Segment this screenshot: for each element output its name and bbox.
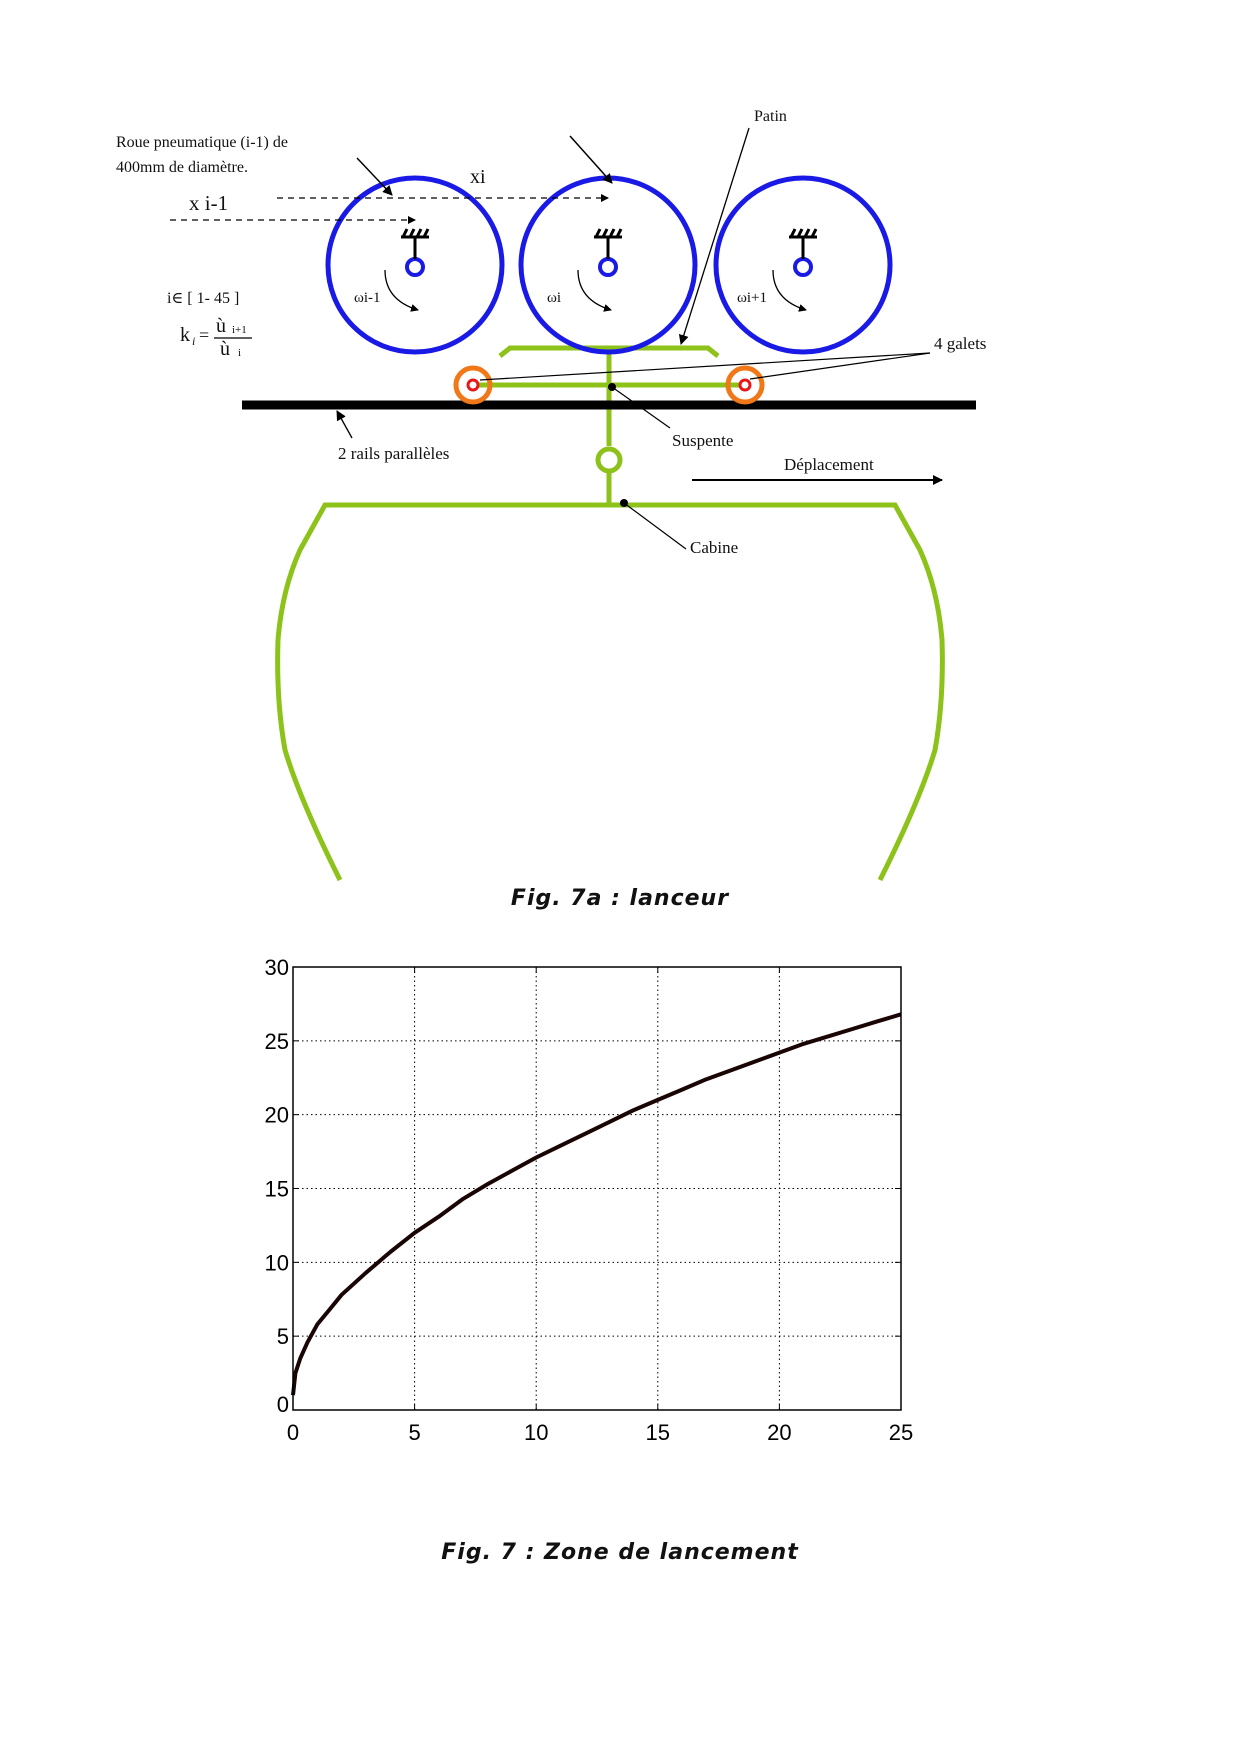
- leader-cabine: [624, 503, 686, 549]
- label-galets: 4 galets: [934, 334, 987, 353]
- label-omega-prev: ωi-1: [354, 290, 381, 306]
- x-tick-label: 15: [645, 1420, 671, 1445]
- pointer-wheel-i: [570, 136, 612, 183]
- formula-k: [180, 315, 252, 360]
- y-tick-label: 20: [264, 1102, 289, 1128]
- support-symbol-next: [789, 229, 817, 259]
- caption-fig-7: Fig. 7 : Zone de lancement: [441, 1540, 799, 1565]
- label-roue-line2: 400mm de diamètre.: [116, 159, 248, 176]
- label-suspente: Suspente: [672, 431, 734, 450]
- x-tick-label: 5: [408, 1420, 421, 1445]
- svg-text:k: k: [180, 324, 190, 346]
- label-roue-line1: Roue pneumatique (i-1) de: [116, 134, 288, 151]
- label-deplacement: Déplacement: [784, 455, 874, 474]
- y-tick-label: 0: [276, 1392, 289, 1417]
- leader-galets-b: [750, 353, 930, 379]
- support-symbol-i: [594, 229, 622, 259]
- y-tick-label: 25: [264, 1028, 289, 1054]
- label-x-prev: x i-1: [189, 191, 229, 215]
- wheel-next: [716, 178, 890, 352]
- svg-text:i: i: [238, 347, 242, 359]
- series-line-0: [293, 1014, 901, 1395]
- leader-galets-a: [480, 353, 930, 380]
- label-omega-i: ωi: [547, 290, 562, 306]
- x-tick-label: 20: [767, 1420, 792, 1445]
- label-cabine: Cabine: [690, 538, 739, 557]
- wheel-prev: [328, 178, 502, 352]
- svg-text:i: i: [192, 334, 196, 348]
- label-rails: 2 rails parallèles: [338, 444, 450, 463]
- series-layer: [293, 1014, 901, 1395]
- svg-text:=: =: [199, 325, 210, 345]
- y-tick-label: 30: [264, 955, 289, 980]
- caption-fig-7a: Fig. 7a : lanceur: [510, 886, 730, 911]
- x-tick-label: 10: [523, 1420, 549, 1445]
- svg-text:ù: ù: [220, 338, 230, 360]
- y-tick-label: 15: [264, 1176, 289, 1202]
- label-patin: Patin: [754, 108, 787, 125]
- svg-text:ù: ù: [216, 315, 226, 337]
- suspension-pivot: [598, 449, 620, 471]
- x-tick-label: 0: [286, 1420, 300, 1445]
- grid: [293, 967, 901, 1410]
- y-tick-label: 10: [264, 1250, 289, 1276]
- tick-layer: [265, 955, 914, 1445]
- leader-rails: [337, 411, 352, 438]
- wheel-i: [521, 178, 695, 352]
- label-omega-next: ωi+1: [737, 290, 767, 306]
- cabin-outline: [278, 505, 943, 880]
- support-symbol-prev: [401, 229, 429, 259]
- launch-zone-chart: [0, 940, 1240, 1460]
- svg-text:i+1: i+1: [232, 324, 247, 336]
- label-x-i: xi: [470, 166, 486, 188]
- x-tick-label: 25: [888, 1420, 914, 1445]
- y-tick-label: 5: [276, 1324, 289, 1350]
- label-range: i∈ [ 1- 45 ]: [167, 290, 240, 307]
